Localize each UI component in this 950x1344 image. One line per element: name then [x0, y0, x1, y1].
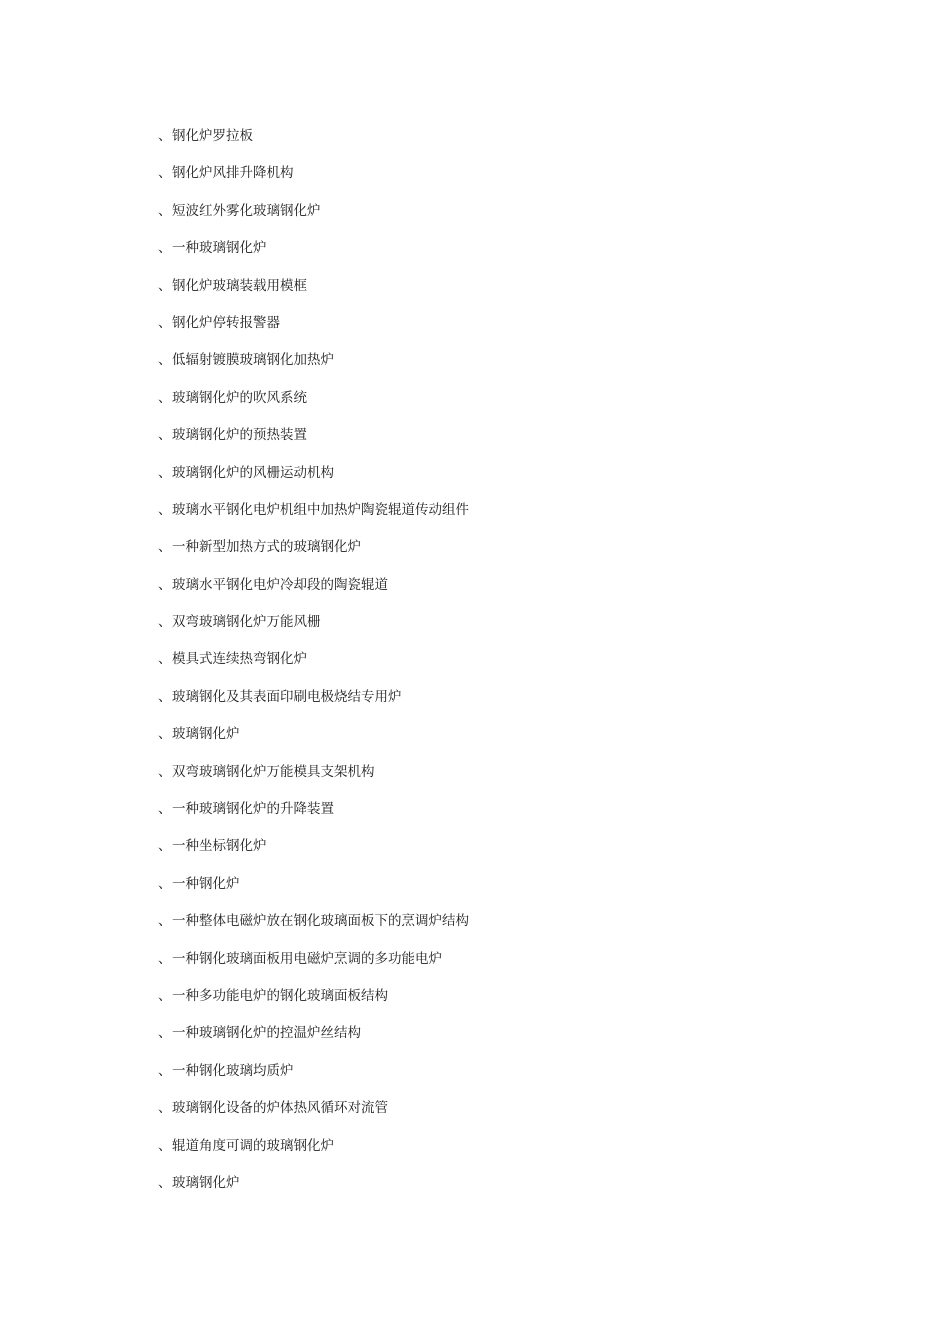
- list-item: [158, 387, 469, 424]
- list-item: [158, 985, 469, 1022]
- list-item: [158, 1097, 469, 1134]
- list-item: [158, 1022, 469, 1059]
- list-item-text: 一种坐标钢化炉: [172, 838, 267, 855]
- list-item: [158, 574, 469, 611]
- list-item-text: 一种新型加热方式的玻璃钢化炉: [172, 539, 361, 556]
- list-item: [158, 761, 469, 798]
- list-bullet: 、: [158, 1174, 172, 1191]
- list-bullet: 、: [158, 1137, 172, 1154]
- list-item-text: 玻璃水平钢化电炉机组中加热炉陶瓷辊道传动组件: [172, 501, 469, 518]
- list-bullet: 、: [158, 352, 172, 369]
- list-bullet: 、: [158, 614, 172, 631]
- list-bullet: 、: [158, 240, 172, 257]
- list-item: [158, 536, 469, 573]
- list-item-text: 一种玻璃钢化炉: [172, 240, 267, 257]
- list-item: [158, 462, 469, 499]
- list-item-text: 钢化炉罗拉板: [172, 128, 253, 144]
- list-item-text: 玻璃钢化及其表面印刷电极烧结专用炉: [172, 688, 402, 705]
- list-bullet: 、: [158, 277, 172, 294]
- list-bullet: 、: [158, 1062, 172, 1079]
- list-item-text: 钢化炉停转报警器: [172, 314, 280, 331]
- list-item-text: 玻璃水平钢化电炉冷却段的陶瓷辊道: [172, 576, 388, 593]
- list-item-text: 低辐射镀膜玻璃钢化加热炉: [172, 352, 334, 369]
- list-bullet: 、: [158, 801, 172, 818]
- list-item-text: 玻璃钢化设备的炉体热风循环对流管: [172, 1100, 388, 1117]
- list-bullet: 、: [158, 1025, 172, 1042]
- list-item-text: 辊道角度可调的玻璃钢化炉: [172, 1137, 334, 1154]
- list-item: [158, 349, 469, 386]
- list-item-text: 双弯玻璃钢化炉万能模具支架机构: [172, 763, 375, 780]
- list-item-text: 一种整体电磁炉放在钢化玻璃面板下的烹调炉结构: [172, 913, 469, 930]
- list-item: [158, 1060, 469, 1097]
- list-item-text: 玻璃钢化炉的吹风系统: [172, 389, 307, 406]
- list-item-text: 一种玻璃钢化炉的升降装置: [172, 801, 334, 818]
- list-bullet: 、: [158, 987, 172, 1004]
- list-bullet: 、: [158, 688, 172, 705]
- list-bullet: 、: [158, 427, 172, 444]
- list-item: [158, 873, 469, 910]
- list-item: [158, 499, 469, 536]
- list-bullet: 、: [158, 950, 172, 967]
- list-item: [158, 686, 469, 723]
- list-bullet: 、: [158, 913, 172, 930]
- list-item: [158, 1172, 469, 1209]
- item-list: [158, 125, 469, 1209]
- list-item-text: 玻璃钢化炉: [172, 726, 240, 743]
- list-bullet: 、: [158, 1100, 172, 1117]
- list-item: [158, 835, 469, 872]
- list-bullet: 、: [158, 726, 172, 743]
- list-bullet: 、: [158, 314, 172, 331]
- list-item: [158, 1135, 469, 1172]
- list-bullet: 、: [158, 651, 172, 668]
- list-item: [158, 948, 469, 985]
- list-bullet: 、: [158, 389, 172, 406]
- list-item: [158, 200, 469, 237]
- list-item-text: 短波红外雾化玻璃钢化炉: [172, 202, 321, 219]
- list-item: [158, 723, 469, 760]
- list-item-text: 双弯玻璃钢化炉万能风栅: [172, 614, 321, 631]
- list-bullet: 、: [158, 875, 172, 892]
- list-bullet: 、: [158, 501, 172, 518]
- list-bullet: 、: [158, 202, 172, 219]
- list-item-text: 一种钢化玻璃面板用电磁炉烹调的多功能电炉: [172, 950, 442, 967]
- list-item: [158, 611, 469, 648]
- list-item-text: 玻璃钢化炉的预热装置: [172, 427, 307, 444]
- list-item: [158, 910, 469, 947]
- list-bullet: 、: [158, 464, 172, 481]
- list-item: [158, 125, 469, 162]
- list-item-text: 一种玻璃钢化炉的控温炉丝结构: [172, 1025, 361, 1042]
- list-bullet: 、: [158, 539, 172, 556]
- list-item: [158, 798, 469, 835]
- list-item-text: 一种钢化炉: [172, 875, 240, 892]
- list-item: [158, 312, 469, 349]
- list-item-text: 钢化炉玻璃装载用模框: [172, 277, 307, 294]
- list-bullet: 、: [158, 576, 172, 593]
- list-item-text: 一种多功能电炉的钢化玻璃面板结构: [172, 987, 388, 1004]
- list-item-text: 一种钢化玻璃均质炉: [172, 1062, 294, 1079]
- list-item: [158, 162, 469, 199]
- list-item: [158, 237, 469, 274]
- list-item: [158, 648, 469, 685]
- list-item: [158, 275, 469, 312]
- list-bullet: 、: [158, 165, 172, 182]
- list-bullet: 、: [158, 838, 172, 855]
- list-item-text: 玻璃钢化炉的风栅运动机构: [172, 464, 334, 481]
- list-item-text: 玻璃钢化炉: [172, 1174, 240, 1191]
- list-bullet: 、: [158, 763, 172, 780]
- list-item-text: 模具式连续热弯钢化炉: [172, 651, 307, 668]
- list-item: [158, 424, 469, 461]
- list-bullet: 、: [158, 128, 172, 144]
- list-item-text: 钢化炉风排升降机构: [172, 165, 294, 182]
